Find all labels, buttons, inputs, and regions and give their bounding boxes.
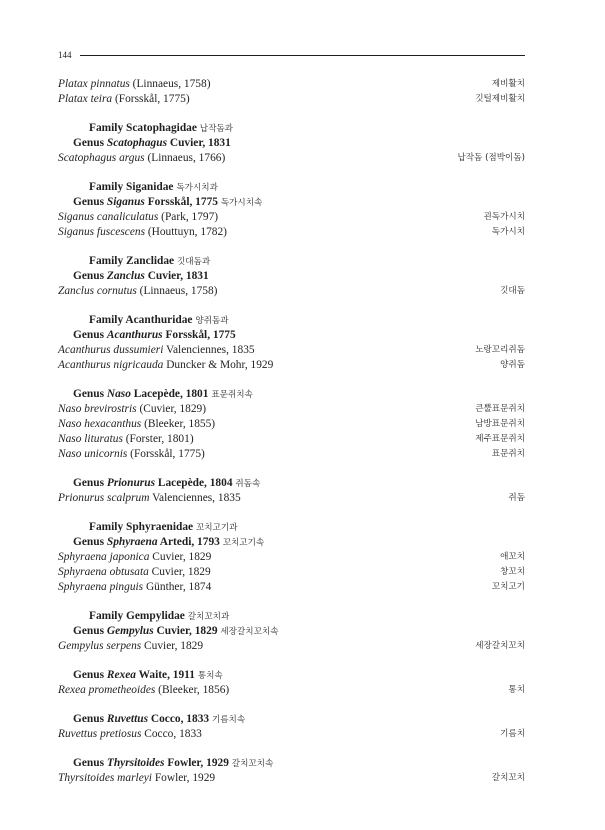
header-rule	[80, 55, 525, 56]
korean-common-name: 제비활치	[491, 79, 525, 89]
species-name: Naso brevirostris	[58, 403, 137, 415]
taxon-authority: Cuvier, 1831	[144, 270, 209, 282]
species-authority: Cuvier, 1829	[148, 566, 211, 578]
taxon-rank: Genus	[73, 477, 107, 489]
taxon-rank: Genus	[73, 388, 107, 400]
species-authority: (Linnaeus, 1758)	[129, 78, 211, 90]
section-gap	[58, 240, 525, 254]
species-entry	[58, 683, 525, 698]
korean-common-name: 노랑꼬리쥐돔	[475, 345, 525, 355]
page-number: 144	[58, 50, 72, 60]
taxon-name: Gempylus	[106, 625, 154, 637]
korean-name: 꼬치고기과	[195, 523, 238, 533]
species-name: Scatophagus argus	[58, 152, 145, 164]
species-entry	[58, 639, 525, 654]
species-entry	[58, 92, 525, 107]
species-authority: (Bleeker, 1855)	[141, 418, 216, 430]
species-name: Acanthurus dussumieri	[58, 344, 164, 356]
family-heading	[58, 254, 525, 269]
korean-name: 꼬치고기속	[222, 538, 265, 548]
genus-heading	[58, 668, 525, 683]
taxon-authority: Forsskål, 1775	[162, 329, 236, 341]
species-entry	[58, 343, 525, 358]
taxon-authority: Forsskål, 1775	[144, 196, 218, 208]
species-entry	[58, 417, 525, 432]
taxon-name: Acanthuridae	[125, 314, 193, 326]
korean-common-name: 깃털제비활치	[475, 94, 525, 104]
section-gap	[58, 373, 525, 387]
taxon-name: Gempylidae	[126, 610, 185, 622]
taxon-name: Sphyraena	[106, 536, 158, 548]
species-authority: Cuvier, 1829	[149, 551, 212, 563]
species-name: Acanthurus nigricauda	[58, 359, 164, 371]
taxon-name: Rexea	[106, 669, 136, 681]
taxon-authority: Lacepède, 1804	[155, 477, 233, 489]
korean-common-name: 애꼬치	[500, 552, 525, 562]
species-entry	[58, 284, 525, 299]
species-authority: (Bleeker, 1856)	[155, 684, 230, 696]
korean-name: 독가시치속	[220, 198, 263, 208]
species-entry	[58, 727, 525, 742]
taxon-authority: Cuvier, 1829	[153, 625, 218, 637]
taxon-section	[58, 373, 525, 462]
korean-common-name: 독가시치	[491, 227, 525, 237]
species-name: Siganus fuscescens	[58, 226, 145, 238]
species-authority: Cocco, 1833	[141, 728, 202, 740]
species-name: Naso hexacanthus	[58, 418, 142, 430]
species-authority: Fowler, 1929	[151, 772, 216, 784]
korean-name: 납작돔과	[199, 124, 233, 134]
species-name: Rexea prometheoides	[58, 684, 156, 696]
taxon-rank: Genus	[73, 137, 107, 149]
section-gap	[58, 595, 525, 609]
taxon-name: Zanclidae	[126, 255, 175, 267]
taxon-authority: Waite, 1911	[135, 669, 195, 681]
species-entry	[58, 550, 525, 565]
taxon-authority: Artedi, 1793	[157, 536, 220, 548]
taxon-name: Naso	[106, 388, 131, 400]
taxon-authority: Fowler, 1929	[164, 757, 229, 769]
species-authority: (Houttuyn, 1782)	[145, 226, 227, 238]
korean-name: 갈치꼬치과	[187, 612, 230, 622]
korean-common-name: 창꼬치	[500, 567, 525, 577]
taxon-section	[58, 166, 525, 240]
section-gap	[58, 506, 525, 520]
korean-common-name: 괸독가시치	[483, 212, 525, 222]
genus-heading	[58, 195, 525, 210]
genus-heading	[58, 136, 525, 151]
korean-common-name: 쥐돔	[508, 493, 525, 503]
species-name: Zanclus cornutus	[58, 285, 137, 297]
taxon-name: Sphyraenidae	[126, 521, 194, 533]
species-name: Prionurus scalprum	[58, 492, 150, 504]
taxon-name: Ruvettus	[106, 713, 149, 725]
taxon-authority: Cuvier, 1831	[167, 137, 231, 149]
species-entry	[58, 210, 525, 225]
species-entry	[58, 771, 525, 786]
species-entry	[58, 491, 525, 506]
species-name: Platax pinnatus	[58, 78, 130, 90]
taxon-section	[58, 742, 525, 786]
taxon-rank: Genus	[73, 329, 107, 341]
species-name: Sphyraena japonica	[58, 551, 150, 563]
section-gap	[58, 698, 525, 712]
korean-name: 기름치속	[211, 715, 246, 725]
family-heading	[58, 313, 525, 328]
korean-name: 표문쥐치속	[211, 390, 253, 400]
taxon-name: Scatophagidae	[126, 122, 197, 134]
genus-heading	[58, 624, 525, 639]
taxon-name: Zanclus	[106, 270, 145, 282]
species-name: Naso lituratus	[58, 433, 123, 445]
species-authority: Günther, 1874	[143, 581, 212, 593]
taxon-name: Siganus	[106, 196, 145, 208]
family-heading	[58, 609, 525, 624]
korean-common-name: 양쥐돔	[500, 360, 525, 370]
taxon-authority: Cocco, 1833	[148, 713, 210, 725]
korean-common-name: 제주표문쥐치	[475, 434, 525, 444]
korean-common-name: 납작돔 (점박이돔)	[457, 153, 525, 163]
species-name: Naso unicornis	[58, 448, 128, 460]
korean-common-name: 표문쥐치	[491, 449, 525, 459]
taxon-rank: Family	[89, 314, 126, 326]
korean-name: 세장갈치꼬치속	[220, 627, 279, 637]
family-heading	[58, 180, 525, 195]
korean-name: 갈치꼬치속	[231, 759, 274, 769]
section-gap	[58, 107, 525, 121]
species-entry	[58, 402, 525, 417]
section-gap	[58, 462, 525, 476]
species-name: Sphyraena pinguis	[58, 581, 144, 593]
taxon-name: Acanthurus	[106, 329, 163, 341]
korean-common-name: 큰뿔표문쥐치	[475, 404, 525, 414]
species-name: Sphyraena obtusata	[58, 566, 149, 578]
taxon-name: Scatophagus	[106, 137, 168, 149]
species-authority: (Linnaeus, 1766)	[144, 152, 226, 164]
species-entry	[58, 580, 525, 595]
taxon-rank: Family	[89, 122, 127, 134]
korean-name: 독가시치과	[176, 183, 218, 193]
korean-name: 통치속	[197, 671, 223, 681]
species-entry	[58, 432, 525, 447]
taxon-section	[58, 240, 525, 299]
species-authority: (Forsskål, 1775)	[112, 93, 190, 105]
species-entry	[58, 447, 525, 462]
taxon-rank: Genus	[73, 713, 107, 725]
species-name: Thyrsitoides marleyi	[58, 772, 152, 784]
species-name: Platax teira	[58, 93, 113, 105]
taxon-rank: Genus	[73, 757, 107, 769]
genus-heading	[58, 387, 525, 402]
taxon-name: Siganidae	[126, 181, 174, 193]
taxon-section	[58, 77, 525, 107]
page-header	[58, 49, 525, 61]
genus-heading	[58, 269, 525, 284]
genus-heading	[58, 476, 525, 491]
family-heading	[58, 520, 525, 535]
taxon-rank: Family	[89, 521, 127, 533]
species-entry	[58, 77, 525, 92]
genus-heading	[58, 756, 525, 771]
species-authority: (Park, 1797)	[158, 211, 219, 223]
section-gap	[58, 299, 525, 313]
taxon-section	[58, 107, 525, 166]
taxon-section	[58, 506, 525, 595]
species-name: Gempylus serpens	[58, 640, 142, 652]
taxon-rank: Genus	[73, 196, 107, 208]
species-name: Ruvettus pretiosus	[58, 728, 142, 740]
korean-name: 양쥐돔과	[195, 316, 229, 326]
species-entry	[58, 225, 525, 240]
taxon-name: Prionurus	[106, 477, 155, 489]
species-authority: Cuvier, 1829	[141, 640, 204, 652]
species-entry	[58, 151, 525, 166]
species-entry	[58, 565, 525, 580]
section-gap	[58, 166, 525, 180]
taxon-section	[58, 698, 525, 742]
korean-common-name: 깃대돔	[500, 286, 525, 296]
taxon-rank: Family	[89, 610, 127, 622]
taxon-rank: Family	[89, 255, 127, 267]
species-authority: (Linnaeus, 1758)	[136, 285, 218, 297]
korean-common-name: 기름치	[500, 729, 525, 739]
species-list	[58, 77, 525, 786]
korean-common-name: 남방표문쥐치	[475, 419, 525, 429]
korean-name: 깃대돔과	[176, 257, 211, 267]
taxon-authority: Lacepède, 1801	[130, 388, 209, 400]
species-authority: (Forsskål, 1775)	[127, 448, 205, 460]
taxon-section	[58, 654, 525, 698]
species-entry	[58, 358, 525, 373]
species-authority: (Forster, 1801)	[122, 433, 194, 445]
genus-heading	[58, 328, 525, 343]
genus-heading	[58, 712, 525, 727]
species-authority: Valenciennes, 1835	[163, 344, 255, 356]
korean-name: 쥐돔속	[235, 479, 261, 489]
species-authority: Duncker & Mohr, 1929	[163, 359, 274, 371]
section-gap	[58, 654, 525, 668]
taxon-rank: Genus	[73, 625, 107, 637]
taxon-rank: Genus	[73, 669, 107, 681]
section-gap	[58, 742, 525, 756]
korean-common-name: 꼬치고기	[491, 582, 525, 592]
taxon-section	[58, 595, 525, 654]
taxon-rank: Family	[89, 181, 127, 193]
korean-common-name: 세장갈치꼬치	[475, 641, 525, 651]
taxon-section	[58, 299, 525, 373]
species-name: Siganus canaliculatus	[58, 211, 159, 223]
family-heading	[58, 121, 525, 136]
taxon-rank: Genus	[73, 270, 107, 282]
korean-common-name: 통치	[508, 685, 525, 695]
taxon-section	[58, 462, 525, 506]
korean-common-name: 갈치꼬치	[491, 773, 525, 783]
species-authority: (Cuvier, 1829)	[136, 403, 207, 415]
species-authority: Valenciennes, 1835	[149, 492, 241, 504]
genus-heading	[58, 535, 525, 550]
taxon-name: Thyrsitoides	[106, 757, 165, 769]
taxon-rank: Genus	[73, 536, 107, 548]
